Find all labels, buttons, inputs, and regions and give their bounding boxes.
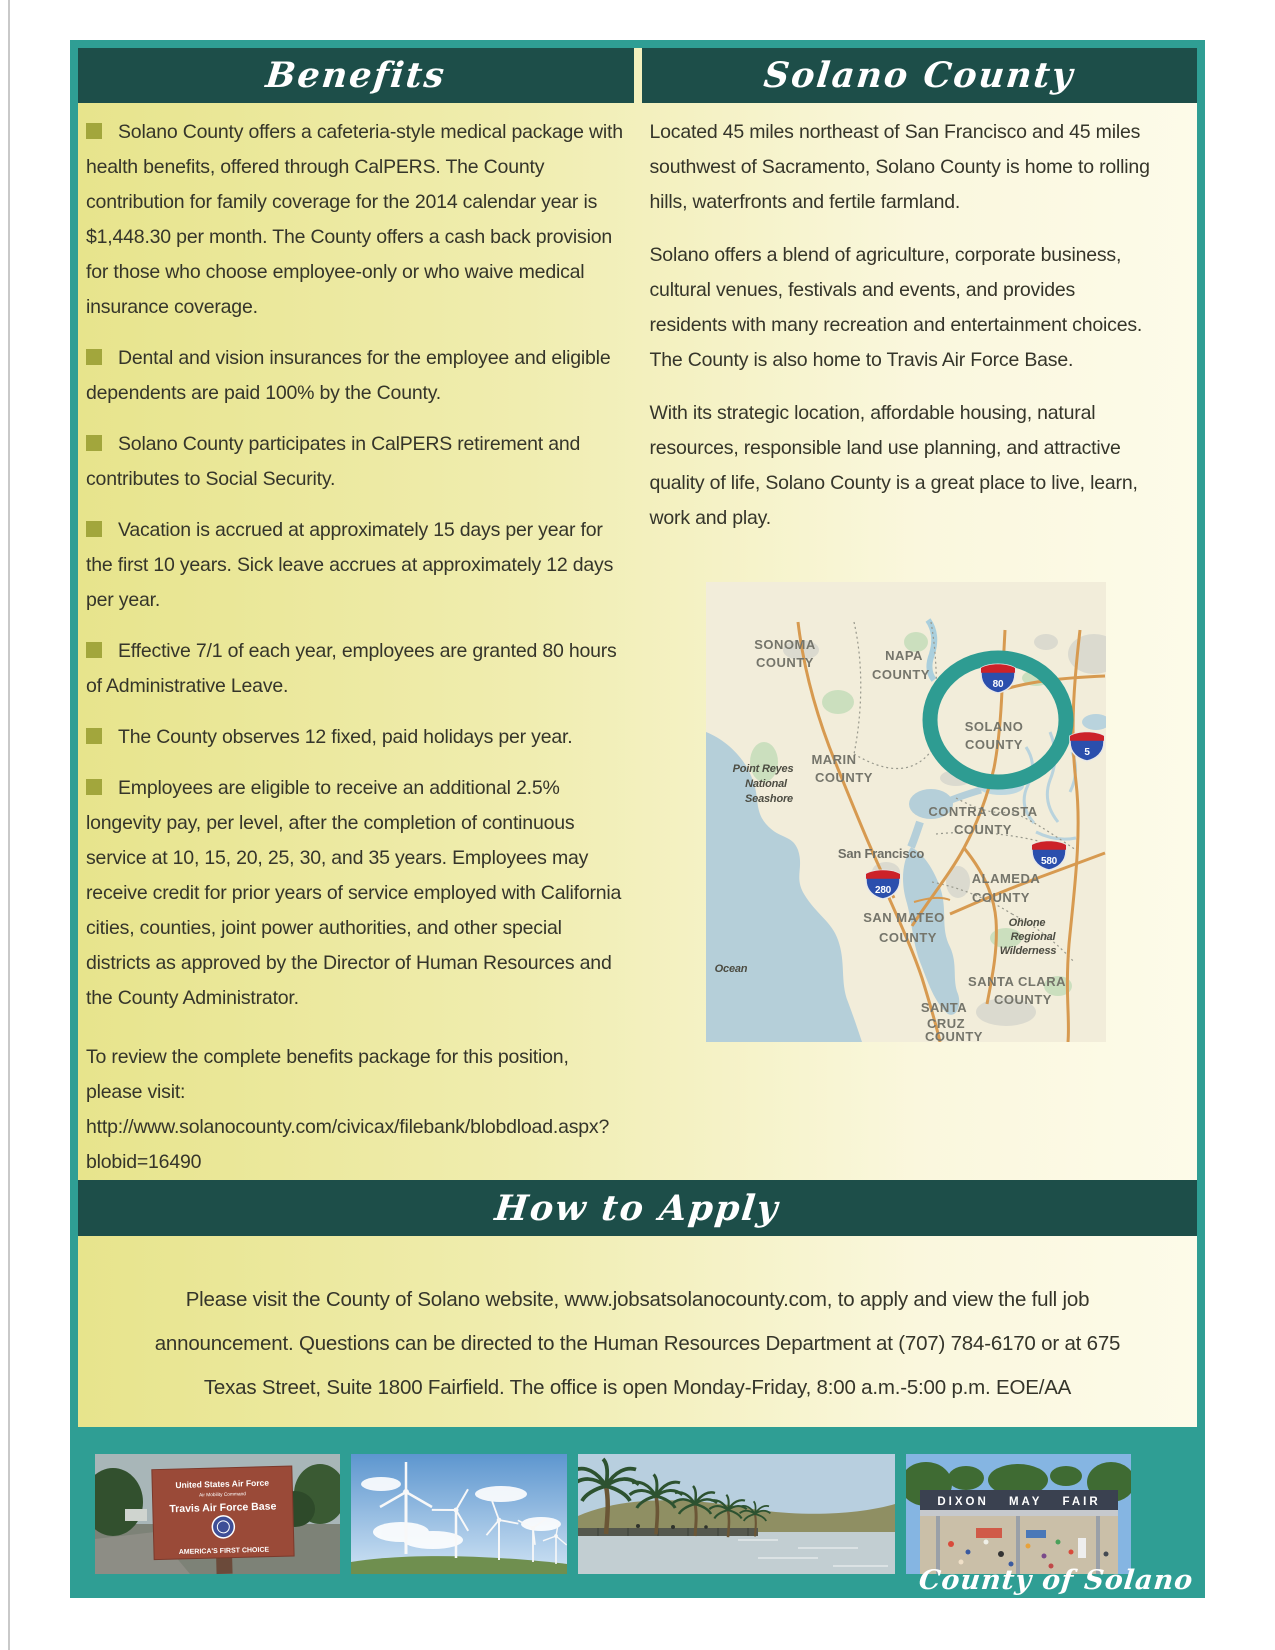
svg-text:SAN MATEO: SAN MATEO	[862, 910, 945, 925]
svg-text:National: National	[744, 778, 787, 790]
svg-text:COUNTY: COUNTY	[924, 1029, 983, 1042]
svg-text:CONTRA COSTA: CONTRA COSTA	[927, 804, 1038, 819]
how-to-apply-body	[78, 1236, 1197, 1427]
svg-text:Point Reyes: Point Reyes	[732, 763, 793, 775]
dixon-may-fair-photo	[906, 1454, 1131, 1574]
travis-afb-photo	[95, 1454, 340, 1574]
svg-text:Regional: Regional	[1010, 931, 1055, 943]
svg-text:COUNTY: COUNTY	[971, 890, 1030, 905]
benefits-column	[78, 48, 634, 1180]
svg-text:580: 580	[1040, 856, 1057, 867]
list-item	[86, 634, 624, 704]
bullet-square-icon	[86, 642, 102, 658]
benefits-header	[78, 48, 634, 103]
bullet-square-icon	[86, 349, 102, 365]
page-edge-line	[8, 0, 10, 1650]
list-item	[86, 513, 624, 618]
svg-text:DIXON MAY FAIR: DIXON MAY FAIR	[937, 1496, 1101, 1508]
svg-text:COUNTY: COUNTY	[993, 992, 1052, 1007]
svg-text:SONOMA: SONOMA	[753, 637, 816, 652]
apply-text-before: Please visit the County of Solano website,	[185, 1288, 565, 1311]
solano-title: Solano County	[762, 55, 1077, 96]
svg-text:COUNTY: COUNTY	[814, 770, 873, 785]
how-to-apply-title: How to Apply	[493, 1187, 782, 1229]
solano-body	[642, 103, 1198, 1054]
svg-text:SOLANO: SOLANO	[964, 719, 1023, 734]
svg-text:ALAMEDA: ALAMEDA	[971, 871, 1040, 886]
flyer-content	[78, 48, 1197, 1598]
waterfront-photo	[578, 1454, 895, 1574]
svg-text:5: 5	[1083, 747, 1090, 758]
bay-area-map	[706, 582, 1106, 1042]
solano-paragraph: Located 45 miles northeast of San Francisco and 45 miles southwest of Sacramento, Solano County is home to rolling hills, waterfronts and fertile farmland.	[649, 121, 1150, 213]
benefits-footer-text: To review the complete benefits package for this position, please visit:	[86, 1046, 569, 1103]
svg-text:United States Air Force: United States Air Force	[175, 1477, 270, 1491]
flyer-frame	[70, 40, 1205, 1598]
bullet-square-icon	[86, 435, 102, 451]
air-force-seal-icon	[212, 1516, 235, 1539]
svg-text:Air Mobility Command: Air Mobility Command	[198, 1492, 247, 1499]
solano-column	[642, 48, 1198, 1180]
svg-text:San Francisco: San Francisco	[837, 846, 924, 861]
photo-band	[70, 1427, 1205, 1598]
benefits-footer	[86, 1040, 624, 1180]
wind-turbines-photo	[351, 1454, 567, 1574]
benefits-list	[86, 115, 624, 1016]
list-item	[86, 341, 624, 411]
svg-text:MARIN: MARIN	[810, 752, 857, 767]
svg-text:Travis Air Force Base: Travis Air Force Base	[169, 1500, 277, 1516]
solano-paragraph: Solano offers a blend of agriculture, corporate business, cultural venues, festivals and events, and provides residents with many recreation and entertainment choices. The County is also home to Travis Air Force Base.	[649, 244, 1143, 371]
svg-text:NAPA: NAPA	[884, 648, 923, 663]
solano-header	[642, 48, 1198, 103]
list-item	[86, 771, 624, 1016]
bullet-square-icon	[86, 123, 102, 139]
list-item	[86, 427, 624, 497]
bullet-square-icon	[86, 521, 102, 537]
svg-text:AMERICA'S FIRST CHOICE: AMERICA'S FIRST CHOICE	[178, 1546, 270, 1557]
benefit-text: Employees are eligible to receive an additional 2.5% longevity pay, per level, after the completion of continuous service at 10, 15, 20, 25, 30, and 35 years. Employees may receive credit for prior years of service employed with California cities, counties, joint power authorities, and other special districts as approved by the Director of Human Resources and the County Administrator.	[86, 777, 622, 1009]
svg-text:SANTA CLARA: SANTA CLARA	[967, 974, 1066, 989]
svg-text:COUNTY: COUNTY	[953, 822, 1012, 837]
bullet-square-icon	[86, 728, 102, 744]
bullet-square-icon	[86, 779, 102, 795]
benefit-text: The County observes 12 fixed, paid holidays per year.	[118, 726, 573, 748]
benefit-text: Solano County participates in CalPERS retirement and contributes to Social Security.	[86, 433, 581, 490]
svg-text:COUNTY: COUNTY	[964, 737, 1023, 752]
svg-text:Wilderness: Wilderness	[999, 945, 1056, 957]
benefit-text: Dental and vision insurances for the employee and eligible dependents are paid 100% by the County.	[86, 347, 611, 404]
svg-text:CRUZ: CRUZ	[926, 1016, 965, 1031]
county-of-solano-signature: County of Solano	[917, 1565, 1195, 1596]
solano-paragraph: With its strategic location, affordable housing, natural resources, responsible land use planning, and attractive quality of life, Solano County is a great place to live, learn, work and play.	[649, 402, 1138, 529]
benefits-title: Benefits	[263, 55, 448, 96]
how-to-apply-header	[78, 1180, 1197, 1236]
svg-text:80: 80	[992, 679, 1003, 690]
jobs-website-link[interactable]: www.jobsatsolanocounty.com	[564, 1288, 827, 1311]
list-item	[86, 115, 624, 325]
list-item	[86, 720, 624, 755]
svg-text:COUNTY: COUNTY	[871, 667, 930, 682]
benefit-text: Solano County offers a cafeteria-style medical package with health benefits, offered through CalPERS. The County contribution for family coverage for the 2014 calendar year is $1,448.30 per month. The County offers a cash back provision for those who choose employee-only or who waive medical insurance coverage.	[86, 121, 623, 318]
benefits-body	[78, 103, 634, 1180]
two-column-area	[78, 48, 1197, 1180]
benefit-text: Effective 7/1 of each year, employees are granted 80 hours of Administrative Leave.	[86, 640, 617, 697]
svg-text:Seashore: Seashore	[744, 793, 793, 805]
how-to-apply-text	[140, 1278, 1135, 1410]
svg-text:SANTA: SANTA	[920, 1000, 967, 1015]
benefit-text: Vacation is accrued at approximately 15 days per year for the first 10 years. Sick leave accrues at approximately 12 days per year.	[86, 519, 614, 611]
svg-text:COUNTY: COUNTY	[755, 655, 814, 670]
benefits-package-link[interactable]: http://www.solanocounty.com/civicax/filebank/blobdload.aspx?blobid=16490	[86, 1116, 610, 1173]
apply-text-after: , to apply and view the full job announcement. Questions can be directed to the Human Resources Department at (707) 784-6170 or at 675 Texas Street, Suite 1800 Fairfield. The office is open Monday-Friday, 8:00 a.m.-5:00 p.m. EOE/AA	[154, 1288, 1121, 1399]
svg-text:COUNTY: COUNTY	[878, 930, 937, 945]
svg-text:280: 280	[874, 885, 891, 896]
svg-text:Ocean: Ocean	[714, 963, 747, 975]
svg-text:Ohlone: Ohlone	[1008, 917, 1045, 929]
